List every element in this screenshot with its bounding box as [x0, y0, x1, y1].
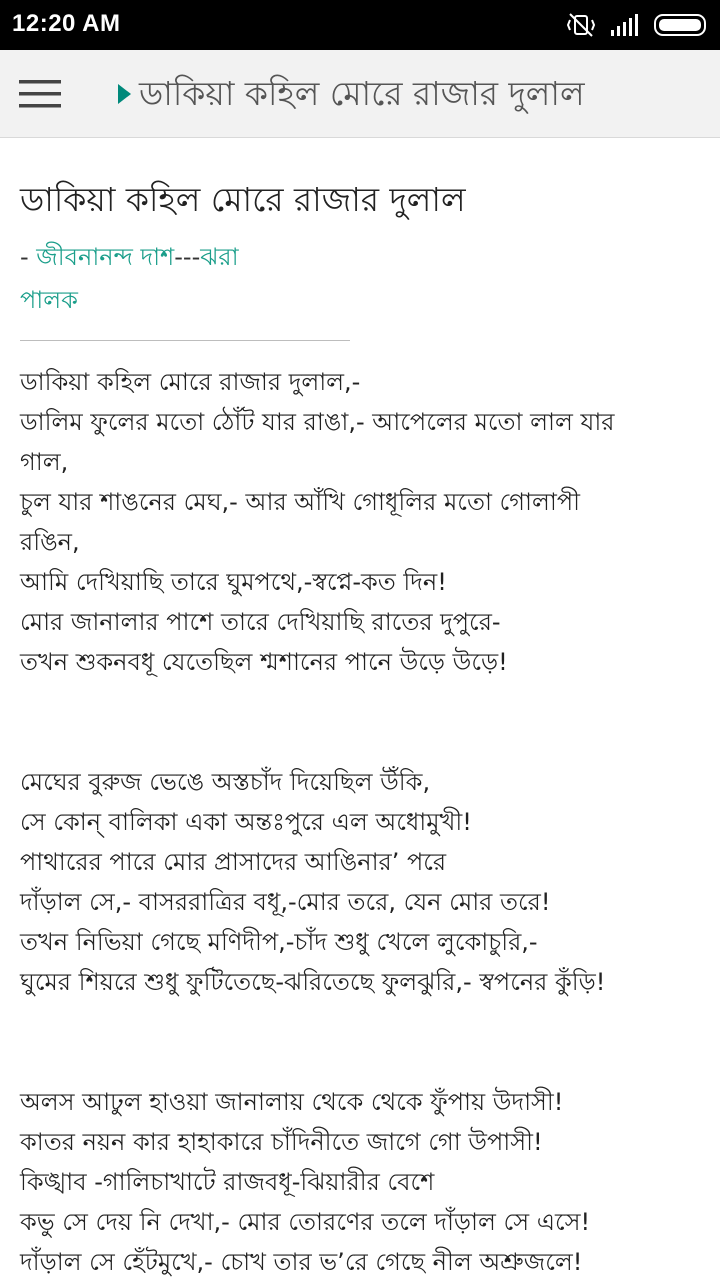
byline-separator: ---	[174, 243, 201, 271]
vibrate-off-icon	[566, 12, 596, 38]
hamburger-menu-button[interactable]	[12, 70, 68, 118]
signal-icon	[610, 14, 640, 36]
poem-line: চুল যার শাঙনের মেঘ,- আর আঁখি গোধূলির মতো গোলাপী	[20, 488, 580, 516]
status-time: 12:20 AM	[12, 10, 121, 37]
collection-link-part1[interactable]: ঝরা	[200, 243, 239, 271]
collection-link-part2[interactable]: পালক	[20, 286, 78, 314]
poem-line: তখন নিভিয়া গেছে মণিদীপ,-চাঁদ শুধু খেলে লুকোচুরি,-	[20, 928, 538, 956]
poem-line: দাঁড়াল সে,- বাসররাত্রির বধূ,-মোর তরে, যেন মোর তরে!	[20, 888, 551, 916]
poem-line: আমি দেখিয়াছি তারে ঘুমপথে,-স্বপ্নে-কত দিন!	[20, 568, 447, 596]
poem-line: ঘুমের শিয়রে শুধু ফুটিতেছে-ঝরিতেছে ফুলঝুরি,- স্বপনের কুঁড়ি!	[20, 968, 606, 996]
poem-line: দাঁড়াল সে হেঁটমুখে,- চোখ তার ভ’রে গেছে নীল অশ্রুজলে!	[20, 1248, 583, 1276]
app-title: ডাকিয়া কহিল মোরে রাজার দুলাল	[139, 74, 585, 113]
byline	[20, 242, 239, 272]
hamburger-menu-icon	[19, 79, 61, 109]
poem-title: ডাকিয়া কহিল মোরে রাজার দুলাল	[20, 180, 466, 219]
divider	[20, 340, 350, 341]
stanza-2	[20, 762, 710, 1002]
poem-line: গাল,	[20, 448, 69, 476]
poem-line: সে কোন্ বালিকা একা অন্তঃপুরে এল অধোমুখী!	[20, 808, 472, 836]
poem-line: কিঙ্খাব -গালিচাখাটে রাজবধূ-ঝিয়ারীর বেশে	[20, 1168, 435, 1196]
battery-icon	[654, 14, 708, 36]
play-arrow-icon	[118, 84, 131, 104]
poem-line: ডাকিয়া কহিল মোরে রাজার দুলাল,-	[20, 368, 361, 396]
poem-line: মেঘের বুরুজ ভেঙে অস্তচাঁদ দিয়েছিল উঁকি,	[20, 768, 431, 796]
status-icons	[566, 10, 708, 40]
app-bar	[0, 50, 720, 138]
stanza-1	[20, 362, 710, 682]
app-title-wrap	[118, 72, 708, 116]
poem-line: কভু সে দেয় নি দেখা,- মোর তোরণের তলে দাঁড়াল সে এসে!	[20, 1208, 591, 1236]
poem-line: তখন শুকনবধূ যেতেছিল শ্মশানের পানে উড়ে উড়ে!	[20, 648, 508, 676]
author-link[interactable]: জীবনানন্দ দাশ	[36, 243, 175, 271]
poem-line: কাতর নয়ন কার হাহাকারে চাঁদিনীতে জাগে গো উপাসী!	[20, 1128, 543, 1156]
poem-line: মোর জানালার পাশে তারে দেখিয়াছি রাতের দুপুরে-	[20, 608, 501, 636]
poem-line: রঙিন,	[20, 528, 80, 556]
status-bar	[0, 0, 720, 50]
stanza-3	[20, 1082, 710, 1282]
poem-line: অলস আঢুল হাওয়া জানালায় থেকে থেকে ফুঁপায় উদাসী!	[20, 1088, 564, 1116]
byline-prefix: -	[20, 243, 37, 271]
poem-line: পাথারের পারে মোর প্রাসাদের আঙিনার’ পরে	[20, 848, 447, 876]
poem-line: ডালিম ফুলের মতো ঠোঁট যার রাঙা,- আপেলের মতো লাল যার	[20, 408, 615, 436]
